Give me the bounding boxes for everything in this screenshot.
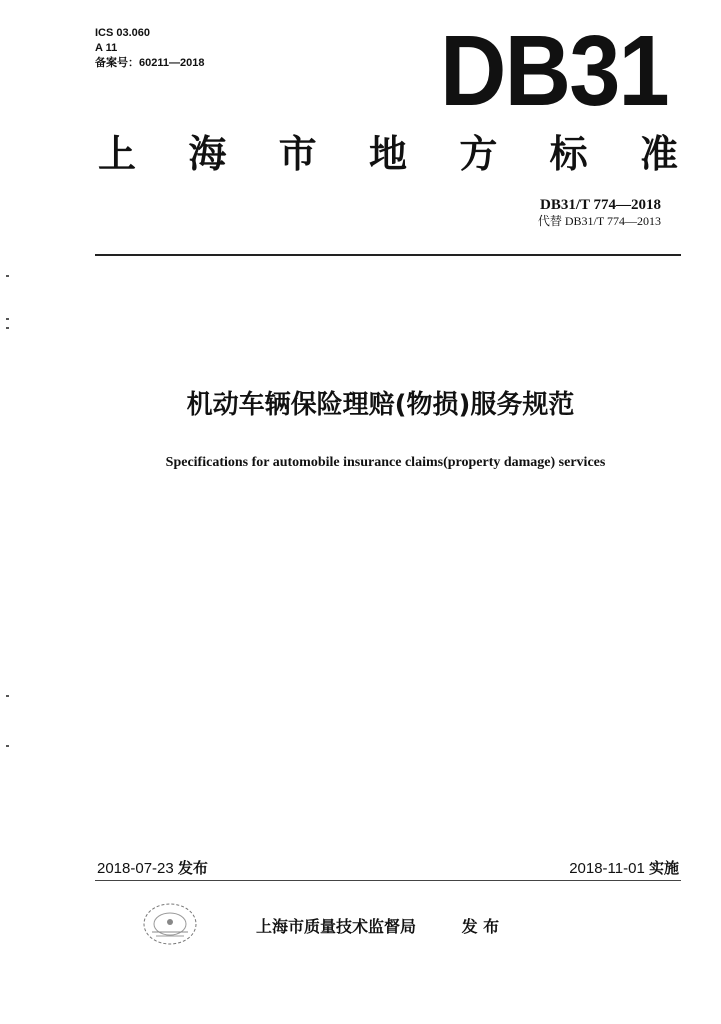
title-char: 方 bbox=[459, 132, 498, 176]
scan-mark bbox=[6, 327, 9, 329]
standard-code-block bbox=[538, 196, 661, 228]
issuer-seal-icon bbox=[140, 898, 200, 950]
issue-date: 2018-07-23 bbox=[97, 860, 174, 877]
replaces-standard: 代替 DB31/T 774—2013 bbox=[537, 214, 661, 228]
issuer-line bbox=[256, 916, 499, 938]
title-char: 地 bbox=[368, 132, 407, 176]
issuer-name: 上海市质量技术监督局 bbox=[256, 917, 417, 936]
document-title-en: Specifications for automobile insurance claims(property damage) services bbox=[165, 455, 606, 470]
classification-block bbox=[95, 26, 204, 71]
ics-code: ICS 03.060 bbox=[95, 27, 151, 39]
document-title-cn: 机动车辆保险理赔(物损)服务规范 bbox=[186, 390, 575, 420]
implementation-label: 实施 bbox=[648, 859, 679, 877]
title-char: 海 bbox=[188, 132, 227, 176]
class-code: A 11 bbox=[95, 42, 118, 54]
scan-mark bbox=[6, 695, 9, 697]
standard-code: DB31/T 774—2018 bbox=[540, 197, 661, 213]
bottom-divider bbox=[95, 880, 681, 881]
standard-type-title bbox=[98, 132, 678, 176]
title-char: 准 bbox=[639, 132, 678, 176]
title-char: 上 bbox=[98, 132, 137, 176]
scan-mark bbox=[6, 745, 9, 747]
issuer-verb: 发 布 bbox=[461, 917, 500, 936]
scan-mark bbox=[6, 275, 9, 277]
implementation-date: 2018-11-01 bbox=[569, 860, 645, 877]
scan-mark bbox=[6, 318, 9, 320]
issue-date-block bbox=[97, 859, 208, 878]
implementation-date-block bbox=[569, 859, 679, 878]
top-divider bbox=[95, 254, 681, 256]
title-char: 标 bbox=[549, 132, 588, 176]
issue-label: 发布 bbox=[177, 859, 208, 877]
record-number: 备案号：60211—2018 bbox=[95, 57, 205, 69]
db31-logo: DB31 bbox=[440, 15, 668, 127]
title-char: 市 bbox=[278, 132, 317, 176]
